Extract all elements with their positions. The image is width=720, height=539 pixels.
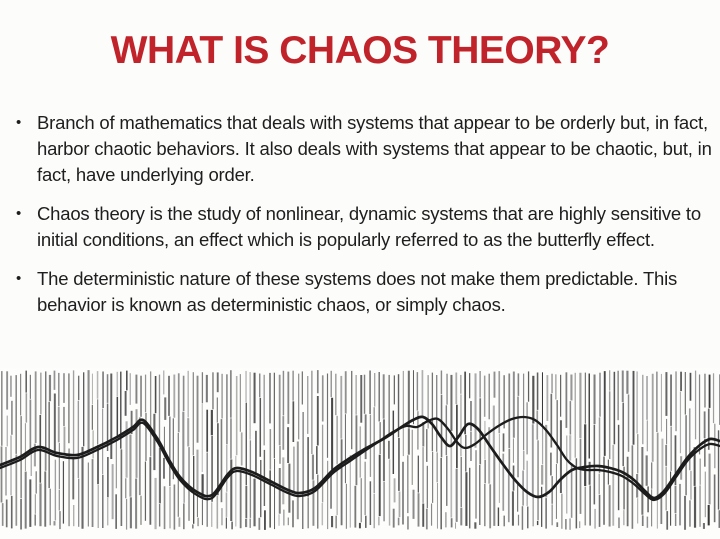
chaos-trajectories-sketch-svg (0, 368, 720, 539)
bullet-marker-icon: • (16, 114, 22, 131)
bullet-list (0, 110, 720, 331)
bullet-item (14, 266, 714, 318)
bullet-item (14, 201, 714, 253)
bullet-marker-icon: • (16, 205, 22, 222)
bullet-marker-icon: • (16, 270, 22, 287)
slide-title: WHAT IS CHAOS THEORY? (110, 29, 610, 72)
bullet-text: Branch of mathematics that deals with systems that appear to be orderly but, in fact, harbor chaotic behaviors. It also deals with systems that appear to be chaotic, but, in fact, have underlying order. (37, 112, 712, 185)
bullet-text: The deterministic nature of these systems does not make them predictable. This behavior is known as deterministic chaos, or simply chaos. (37, 268, 678, 315)
bullet-item (14, 110, 714, 188)
chaos-trajectories-illustration (0, 368, 720, 539)
bullet-text: Chaos theory is the study of nonlinear, dynamic systems that are highly sensitive to initial conditions, an effect which is popularly referred to as the butterfly effect. (37, 203, 701, 250)
